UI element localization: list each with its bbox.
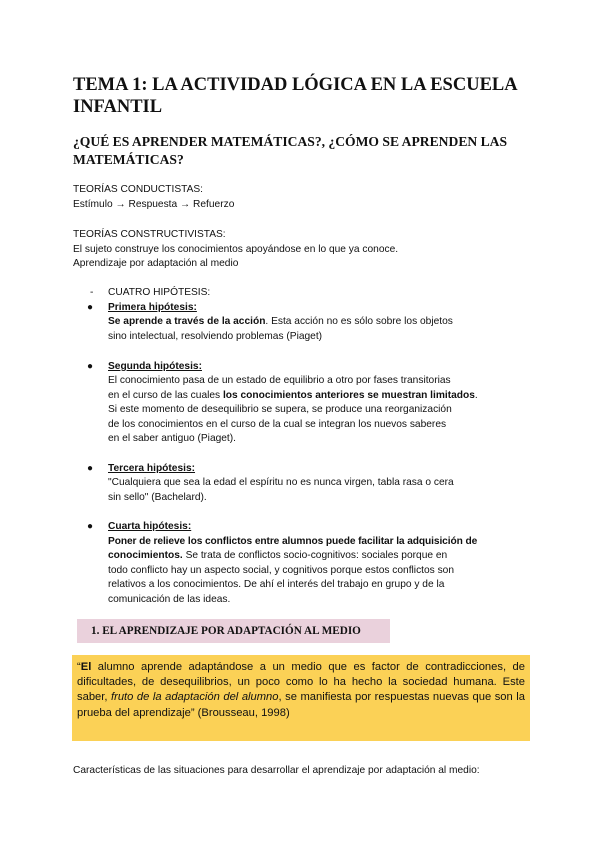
dash-marker: - xyxy=(90,287,94,298)
hypothesis-3-line-1: "Cualquiera que sea la edad el espíritu no es nunca virgen, tabla rasa o cera xyxy=(108,477,454,488)
bullet-icon: ● xyxy=(87,302,94,313)
hypothesis-2-line-4: de los conocimientos en el curso de la cual se integran los nuevos saberes xyxy=(108,419,447,430)
bullet-icon: ● xyxy=(87,463,94,474)
constructivistas-heading: TEORÍAS CONSTRUCTIVISTAS: xyxy=(73,229,226,240)
hypothesis-4-line-3: todo conflicto hay un aspecto social, y cognitivos porque estos conflictos son xyxy=(108,565,455,576)
conductistas-line: Estímulo → Respuesta → Refuerzo xyxy=(73,199,235,210)
hypothesis-1-line-2: sino intelectual, resolviendo problemas (Piaget) xyxy=(108,331,323,342)
page-title: TEMA 1: LA ACTIVIDAD LÓGICA EN LA ESCUELA INFANTIL xyxy=(73,75,517,117)
hypothesis-4-line-1: Poner de relieve los conflictos entre alumnos puede facilitar la adquisición de xyxy=(108,536,478,547)
conductistas-heading: TEORÍAS CONDUCTISTAS: xyxy=(73,184,203,195)
hypothesis-4-line-5: comunicación de las ideas. xyxy=(108,594,231,605)
constructivistas-line-1: El sujeto construye los conocimientos apoyándose en lo que ya conoce. xyxy=(73,244,399,255)
hypothesis-3-title: Tercera hipótesis: xyxy=(108,463,196,474)
section-heading-text: 1. EL APRENDIZAJE POR ADAPTACIÓN AL MEDIO xyxy=(91,625,361,637)
hypothesis-2-line-5: en el saber antiguo (Piaget). xyxy=(108,433,236,444)
constructivistas-line-2: Aprendizaje por adaptación al medio xyxy=(73,258,239,269)
hypothesis-2-line-1: El conocimiento pasa de un estado de equilibrio a otro por fases transitorias xyxy=(108,375,451,386)
hypothesis-2-title: Segunda hipótesis: xyxy=(108,361,202,372)
hypothesis-1-title: Primera hipótesis: xyxy=(108,302,197,313)
bullet-icon: ● xyxy=(87,361,94,372)
hypothesis-3-line-2: sin sello" (Bachelard). xyxy=(108,492,207,503)
quote-box xyxy=(72,655,530,741)
bullet-icon: ● xyxy=(87,521,94,532)
hipotesis-heading: CUATRO HIPÓTESIS: xyxy=(108,287,211,298)
hypothesis-2-line-2: en el curso de las cuales los conocimientos anteriores se muestran limitados. xyxy=(108,390,478,401)
hypothesis-4-title: Cuarta hipótesis: xyxy=(108,521,192,532)
hypothesis-4-line-2: conocimientos. Se trata de conflictos socio-cognitivos: sociales porque en xyxy=(108,550,448,561)
hypothesis-1-line-1: Se aprende a través de la acción. Esta acción no es sólo sobre los objetos xyxy=(108,316,453,327)
section-heading xyxy=(77,619,390,643)
quote-text: “El alumno aprende adaptándose a un medio que es factor de contradicciones, de dificultades, de desequilibrios, un poco como lo ha hecho la sociedad humana. Este saber, fruto de la adaptación del alumno, se manifiesta por respuestas nuevas que son la prueba del aprendizaje” (Brousseau, 1998) xyxy=(77,661,525,719)
hypothesis-4-line-4: relativos a los conocimientos. De ahí el interés del trabajo en grupo y de la xyxy=(108,579,445,590)
page-subtitle: ¿QUÉ ES APRENDER MATEMÁTICAS?, ¿CÓMO SE APRENDEN LAS MATEMÁTICAS? xyxy=(73,134,508,167)
closing-paragraph: Características de las situaciones para desarrollar el aprendizaje por adaptación al medio: xyxy=(73,765,480,776)
hypothesis-2-line-3: Si este momento de desequilibrio se supera, se produce una reorganización xyxy=(108,404,452,415)
